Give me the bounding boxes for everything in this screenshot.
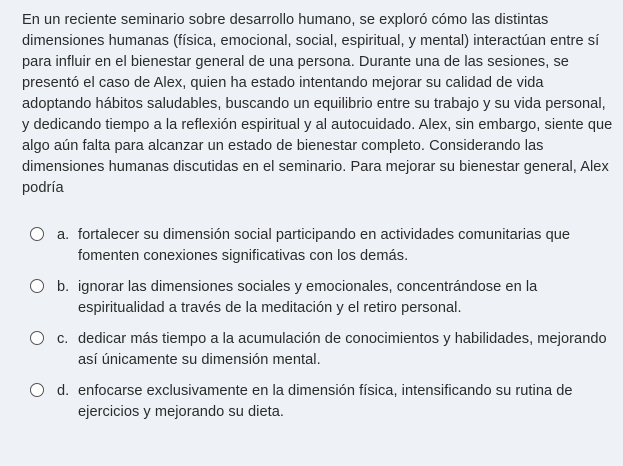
option-text: fortalecer su dimensión social participando en actividades comunitarias que fomenten conexiones significativas con los demás. [78,227,571,264]
option-text: dedicar más tiempo a la acumulación de conocimientos y habilidades, mejorando así únicamente su dimensión mental. [78,331,607,368]
radio-button-b[interactable] [30,279,44,293]
option-letter: d. [57,383,70,399]
option-text: ignorar las dimensiones sociales y emocionales, concentrándose en la espiritualidad a través de la meditación y el retiro personal. [78,279,538,316]
radio-button-a[interactable] [30,227,44,241]
radio-button-d[interactable] [30,383,44,397]
option-letter: b. [57,279,70,295]
option-a[interactable] [0,225,623,277]
option-letter: a. [57,227,70,243]
option-b[interactable] [0,277,623,329]
option-c[interactable] [0,329,623,381]
answer-options [0,225,623,433]
radio-button-c[interactable] [30,331,44,345]
option-letter: c. [57,331,69,347]
question-text: En un reciente seminario sobre desarrollo humano, se exploró cómo las distintas dimensiones humanas (física, emocional, social, espiritual, y mental) interactúan entre sí para influir en el bienestar general de una persona. Durante una de las sesiones, se presentó el caso de Alex, quien ha estado intentando mejorar su calidad de vida adoptando hábitos saludables, buscando un equilibrio entre su trabajo y su vida personal, y dedicando tiempo a la reflexión espiritual y al autocuidado. Alex, sin embargo, siente que algo aún falta para alcanzar un estado de bienestar completo. Considerando las dimensiones humanas discutidas en el seminario. Para mejorar su bienestar general, Alex podría [22,12,613,196]
option-text: enfocarse exclusivamente en la dimensión física, intensificando su rutina de ejercicios y mejorando su dieta. [78,383,573,420]
option-d[interactable] [0,381,623,433]
